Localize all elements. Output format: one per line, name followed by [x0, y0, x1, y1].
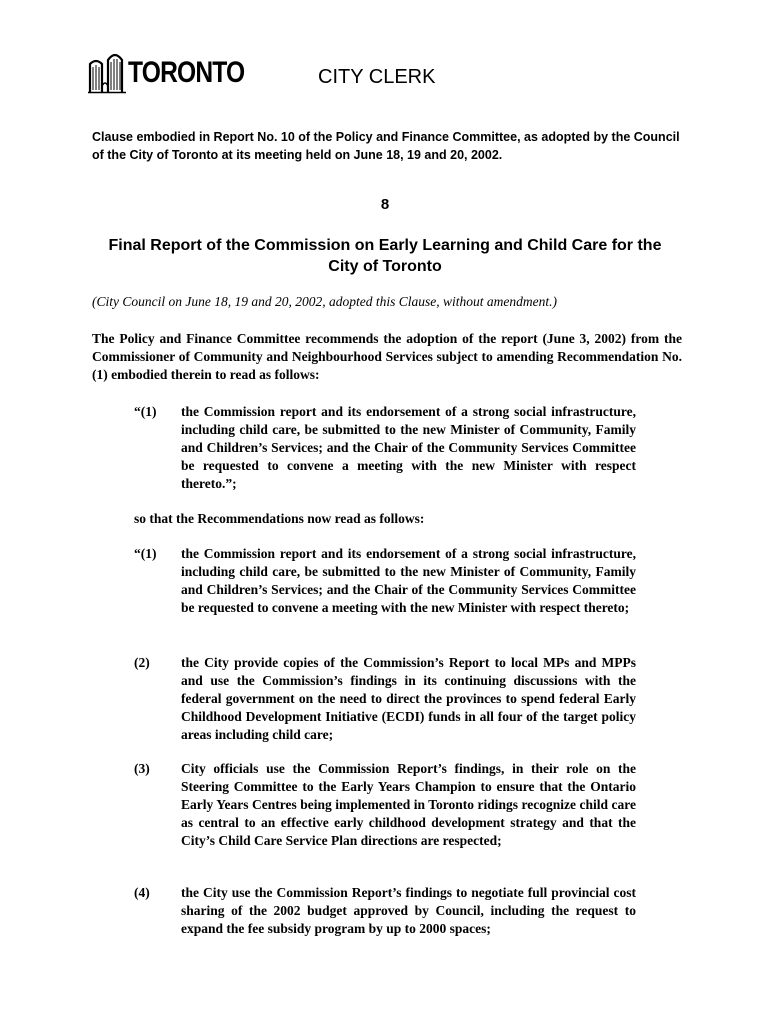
report-title: Final Report of the Commission on Early Learning and Child Care for the City of Toronto — [108, 237, 662, 275]
clause-intro: Clause embodied in Report No. 10 of the Policy and Finance Committee, as adopted by the Council of the City of Toronto at its meeting held on June 18, 19 and 20, 2002. — [92, 130, 680, 162]
logo-wordmark: TORONTO — [128, 56, 245, 89]
item-label: (4) — [134, 885, 150, 900]
clause-number: 8 — [380, 196, 390, 213]
department-title: CITY CLERK — [318, 66, 436, 88]
item-text: City officials use the Commission Report’s findings, in their role on the Steering Committee to the Early Years Champion to ensure that the Ontario Early Years Centres being implemented in Toronto ridings recognize child care as central to an effective early childhood development strategy and that the City’s Child Care Service Plan directions are respected; — [181, 761, 636, 848]
recommendation-item-2 — [134, 654, 636, 744]
recommendation-item-4 — [134, 884, 636, 938]
adoption-note: (City Council on June 18, 19 and 20, 2002, adopted this Clause, without amendment.) — [92, 294, 557, 309]
recommendation-intro: The Policy and Finance Committee recommends the adoption of the report (June 3, 2002) from the Commissioner of Community and Neighbourhood Services subject to amending Recommendation No. (1) embodied therein to read as follows: — [92, 331, 682, 382]
item-text: the Commission report and its endorsement of a strong social infrastructure, including child care, be submitted to the new Minister of Community, Family and Children’s Services; and the Chair of the Community Services Committee be requested to convene a meeting with the new Minister with respect thereto; — [181, 546, 636, 615]
item-text: the City use the Commission Report’s findings to negotiate full provincial cost sharing of the 2002 budget approved by Council, including the request to expand the fee subsidy program by up to 2000 spaces; — [181, 885, 636, 936]
item-label: (3) — [134, 761, 150, 776]
item-label: “(1) — [134, 546, 157, 561]
amended-recommendation — [134, 403, 636, 493]
toronto-logo — [88, 48, 248, 96]
item-label: (2) — [134, 655, 150, 670]
recommendation-item-1 — [134, 545, 636, 617]
item-text: the City provide copies of the Commission’s Report to local MPs and MPPs and use the Commission’s findings in its continuing discussions with the federal government on the need to direct the provinces to spend federal Early Childhood Development Initiative (ECDI) funds in all four of the target policy areas including child care; — [181, 655, 636, 742]
so-that-line: so that the Recommendations now read as follows: — [134, 511, 425, 526]
item-text: the Commission report and its endorsement of a strong social infrastructure, including child care, be submitted to the new Minister of Community, Family and Children’s Services; and the Chair of the Community Services Committee be requested to convene a meeting with the new Minister with respect thereto.”; — [181, 404, 636, 491]
item-label: “(1) — [134, 404, 157, 419]
recommendation-item-3 — [134, 760, 636, 850]
city-hall-icon — [88, 50, 126, 94]
